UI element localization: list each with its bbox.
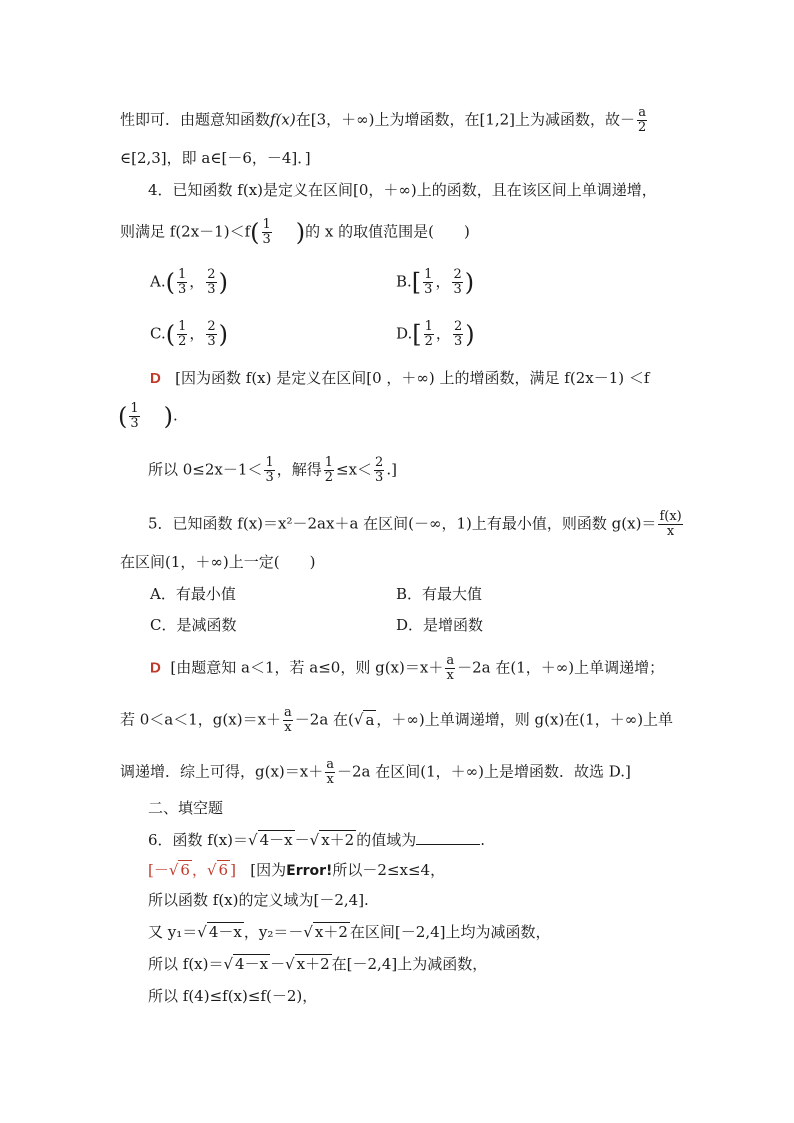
option-d: D.[ $\frac{1}{2}$ ， $\frac{2}{3}$ ): [396, 319, 475, 349]
option-b: B.[ $\frac{1}{3}$ ， $\frac{2}{3}$ ): [396, 267, 475, 297]
text-line: 又 y₁＝√ 4－x ，y₂＝－√ x＋2 在区间[－2,4]上均为减函数，: [148, 923, 551, 941]
text: 性即可．由题意知函数: [120, 110, 271, 129]
option-c: C.( $\frac{1}{2}$ ， $\frac{2}{3}$ ): [150, 319, 229, 349]
option-a: A.( $\frac{1}{3}$ ， $\frac{2}{3}$ ): [150, 267, 228, 297]
text-line: 所以 f(4)≤f(x)≤f(－2)，: [148, 987, 318, 1005]
answer-4: [150, 368, 649, 389]
answer-6: [－√ 6 ，√ 6 ] [因为Error!所以－2≤x≤4，: [148, 861, 446, 879]
text-line: 若 0＜a＜1，g(x)＝x＋ $\frac{a}{x}$ －2a 在(√ a ，＋∞)上单调递增，则 g(x)在(1，＋∞)上单: [120, 705, 674, 735]
fraction: $\frac{a}{2}$: [638, 105, 647, 135]
option-c: C．是减函数: [150, 616, 237, 634]
option-a: A．有最小值: [150, 585, 236, 603]
text-line: 所以 0≤2x－1＜ $\frac{1}{3}$ ，解得 $\frac{1}{2}$ ≤x＜ $\frac{2}{3}$ .]: [148, 455, 397, 485]
text: f(x): [270, 110, 296, 129]
text-line: 在区间(1，＋∞)上一定( ): [120, 553, 316, 571]
question-4: 4．已知函数 f(x)是定义在区间[0，＋∞)上的函数，且在该区间上单调递增，: [148, 181, 657, 199]
section-heading: 二、填空题: [148, 799, 224, 817]
text: 的 x 的取值范围是( ): [305, 222, 470, 241]
text-line: 所以 f(x)＝√ 4－x －√ x＋2 在[－2,4]上为减函数，: [148, 955, 488, 973]
text-line: 调递增．综上可得，g(x)＝x＋ $\frac{a}{x}$ －2a 在区间(1，＋∞)上是增函数．故选 D.]: [120, 757, 631, 787]
question-6: 6．函数 f(x)＝√ 4－x －√ x＋2 的值域为 .: [148, 831, 485, 849]
answer-blank: [416, 830, 480, 845]
answer-letter: D: [150, 659, 161, 677]
text-line: [120, 106, 649, 135]
text-line: ∈[2,3]，即 a∈[－6，－4]．]: [120, 149, 311, 167]
fraction: $\frac{1}{3}$: [262, 217, 271, 247]
text: 在[3，＋∞)上为增函数，在[1,2]上为减函数，故－: [295, 110, 636, 129]
text-line: 则满足 f(2x－1)＜f( $\frac{1}{3}$ )的 x 的取值范围是( ): [120, 217, 470, 247]
answer-letter: D: [150, 370, 161, 387]
option-d: D．是增函数: [396, 616, 484, 634]
text: [因为函数 f(x) 是定义在区间[0 ，＋∞) 上的增函数，满足 f(2x－1) ＜f: [175, 369, 650, 387]
answer-5: D [由题意知 a＜1，若 a≤0，则 g(x)＝x＋ $\frac{a}{x}$ －2a 在(1，＋∞)上单调递增；: [150, 653, 665, 683]
text: 则满足 f(2x－1)＜f: [120, 222, 251, 241]
text-line: ( $\frac{1}{3}$ ).: [118, 401, 178, 431]
text-line: 所以函数 f(x)的定义域为[－2,4].: [148, 891, 369, 909]
question-5: 5．已知函数 f(x)＝x²－2ax＋a 在区间(－∞，1)上有最小值，则函数 g(x)＝ $\frac{f(x)}{x}$: [148, 509, 682, 539]
option-b: B．有最大值: [396, 585, 483, 603]
